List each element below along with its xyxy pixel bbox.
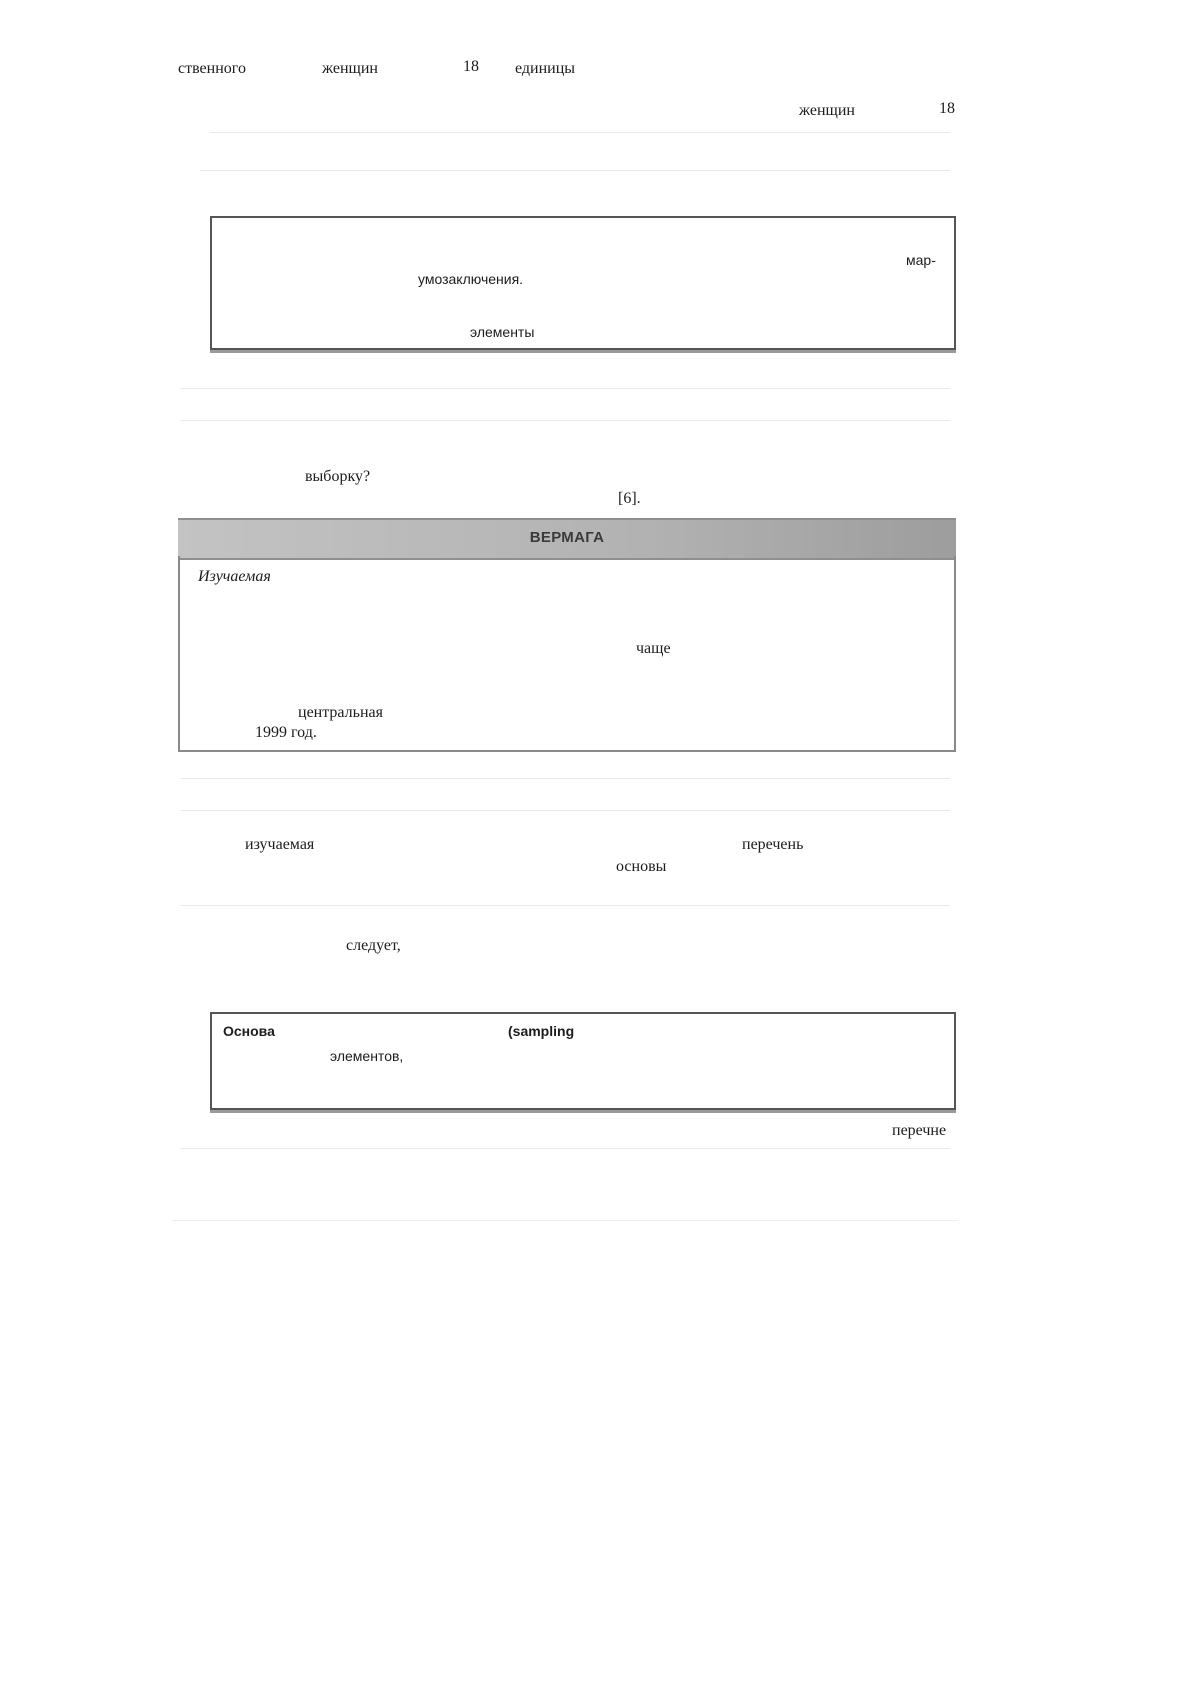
case-word: центральная — [298, 704, 383, 721]
definition-box — [210, 216, 956, 350]
para-word: основы — [616, 858, 667, 875]
case-box — [178, 556, 956, 752]
ghost-line — [180, 420, 950, 421]
footer-divider — [172, 1220, 958, 1221]
para-word: изучаемая — [245, 836, 315, 853]
header-word: женщин — [322, 60, 378, 77]
para-word: перечень — [742, 836, 804, 853]
box-word: умозаключения. — [418, 271, 524, 287]
header-word: ственного — [178, 60, 246, 77]
case-word: чаще — [636, 640, 671, 657]
box-word: элементы — [470, 324, 535, 340]
box-word: элементов, — [330, 1048, 404, 1064]
ghost-line — [180, 388, 950, 389]
ghost-line — [180, 778, 950, 779]
header-word: единицы — [515, 60, 576, 77]
ghost-line — [200, 170, 950, 171]
case-year: 1999 год. — [255, 724, 317, 741]
case-heading: Изучаемая — [198, 568, 271, 585]
case-box-header — [178, 518, 956, 560]
case-box-title: ВЕРМАГА — [529, 529, 605, 546]
header-number: 18 — [463, 58, 479, 75]
line-word: женщин — [799, 102, 855, 119]
ghost-line — [210, 132, 950, 133]
ghost-line — [180, 905, 950, 906]
line-number: 18 — [939, 100, 955, 117]
box-term: Основа — [223, 1023, 275, 1039]
box-term-en: (sampling — [508, 1023, 575, 1039]
ghost-line — [180, 1148, 950, 1149]
ghost-line — [180, 810, 950, 811]
para-word: перечне — [892, 1122, 947, 1139]
citation: [6]. — [618, 490, 641, 507]
box-word: мар- — [906, 252, 936, 268]
para-word: следует, — [346, 937, 401, 954]
para-word: выборку? — [305, 468, 371, 485]
definition-box — [210, 1012, 956, 1110]
